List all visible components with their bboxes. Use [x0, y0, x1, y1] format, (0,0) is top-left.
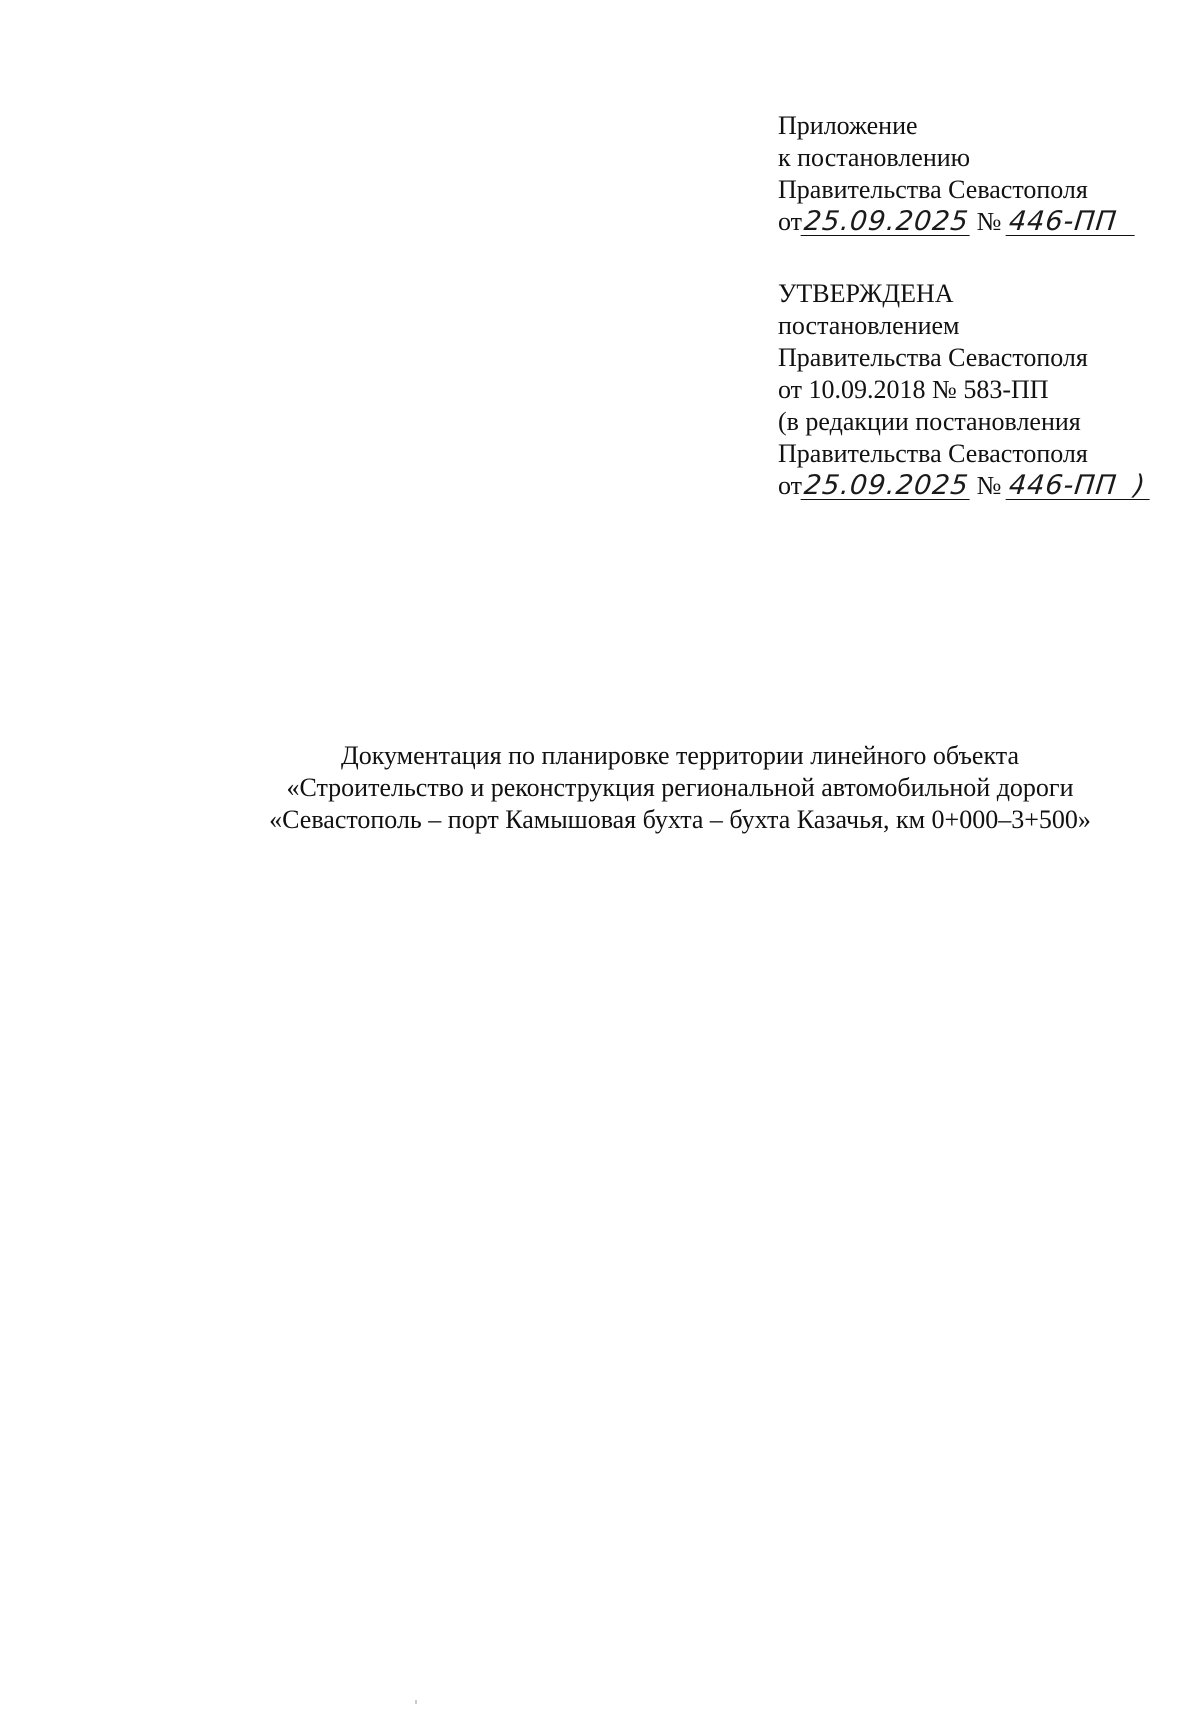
approval-government: Правительства Севастополя — [778, 343, 1088, 372]
appendix-block — [778, 110, 1178, 502]
approval-handwritten-date: 25.09.2025 — [802, 470, 971, 501]
approval-edition-government: Правительства Севастополя — [778, 439, 1088, 468]
block-spacer — [778, 238, 1178, 278]
document-title-line-3: «Севастополь – порт Камышовая бухта – бухта Казачья, км 0+000–3+500» — [269, 805, 1091, 834]
appendix-government: Правительства Севастополя — [778, 175, 1088, 204]
appendix-handwritten-date: 25.09.2025 — [802, 206, 971, 237]
approval-number-sign: № — [976, 471, 1002, 500]
appendix-label: Приложение — [778, 111, 918, 140]
document-title — [200, 740, 1160, 836]
scan-speck — [415, 1700, 417, 1704]
approval-stamp-label: УТВЕРЖДЕНА — [778, 279, 954, 308]
appendix-date-line — [778, 206, 1178, 238]
approval-original-resolution: от 10.09.2018 № 583-ПП — [778, 375, 1049, 404]
appendix-resolution-ref: к постановлению — [778, 143, 971, 172]
approval-closing-paren: ) — [1132, 470, 1148, 501]
document-title-line-1: Документация по планировке территории линейного объекта — [341, 741, 1019, 770]
appendix-date-prefix: от — [778, 207, 803, 236]
document-title-line-2: «Строительство и реконструкция региональной автомобильной дороги — [286, 773, 1074, 802]
approval-edition-note: (в редакции постановления — [778, 407, 1081, 436]
approval-date-prefix: от — [778, 471, 803, 500]
approval-handwritten-number — [1006, 470, 1153, 501]
approval-handwritten-number-text: 446-ПП — [1007, 470, 1120, 501]
appendix-number-sign: № — [976, 207, 1002, 236]
approval-date-line — [778, 470, 1178, 502]
approval-by-resolution: постановлением — [778, 311, 960, 340]
appendix-handwritten-number: 446-ПП — [1006, 209, 1138, 236]
